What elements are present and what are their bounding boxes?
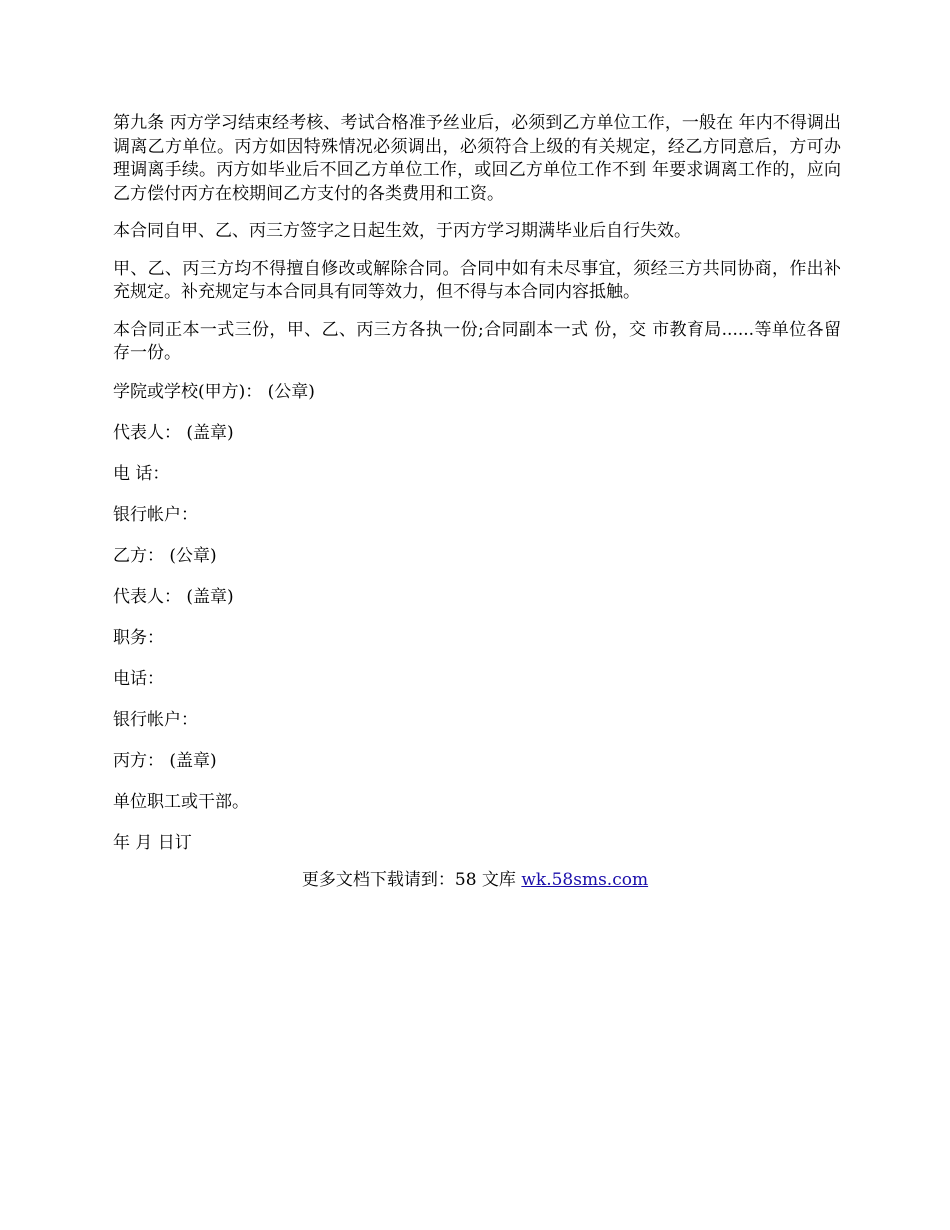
contract-clause-paragraph: 第九条 丙方学习结束经考核、考试合格准予丝业后，必须到乙方单位工作，一般在 年内不得调出调离乙方单位。丙方如因特殊情况必须调出，必须符合上级的有关规定，经乙方同意后，方可办理调离手续。丙方如毕业后不回乙方单位工作，或回乙方单位工作不到 年要求调离工作的，应向乙方偿付丙方在校期间乙方支付的各类费用和工资。	[113, 113, 841, 204]
party-a-phone-line: 电 话：	[113, 463, 170, 484]
party-a-representative-line: 代表人： (盖章)	[113, 422, 234, 443]
party-c-line: 丙方： (盖章)	[113, 750, 217, 771]
footer-text: 更多文档下载请到：58 文库	[301, 870, 522, 890]
party-a-bank-account-line: 银行帐户：	[113, 504, 198, 525]
party-b-phone-line: 电话：	[113, 668, 164, 689]
modification-paragraph: 甲、乙、丙三方均不得擅自修改或解除合同。合同中如有未尽事宜，须经三方共同协商，作出补充规定。补充规定与本合同具有同等效力，但不得与本合同内容抵触。	[113, 258, 841, 302]
download-footer	[0, 868, 950, 892]
date-line: 年 月 日订	[113, 832, 192, 853]
party-c-identity-line: 单位职工或干部。	[113, 791, 249, 812]
party-b-bank-account-line: 银行帐户：	[113, 709, 198, 730]
copies-paragraph: 本合同正本一式三份，甲、乙、丙三方各执一份;合同副本一式 份，交 市教育局......等单位各留存一份。	[113, 319, 841, 363]
effective-date-paragraph: 本合同自甲、乙、丙三方签字之日起生效，于丙方学习期满毕业后自行失效。	[113, 221, 691, 241]
document-body	[113, 112, 841, 872]
party-b-representative-line: 代表人： (盖章)	[113, 586, 234, 607]
party-b-line: 乙方： (公章)	[113, 545, 217, 566]
party-a-line: 学院或学校(甲方)： (公章)	[113, 381, 315, 402]
footer-website-link[interactable]: wk.58sms.com	[521, 870, 649, 890]
party-b-position-line: 职务：	[113, 627, 164, 648]
